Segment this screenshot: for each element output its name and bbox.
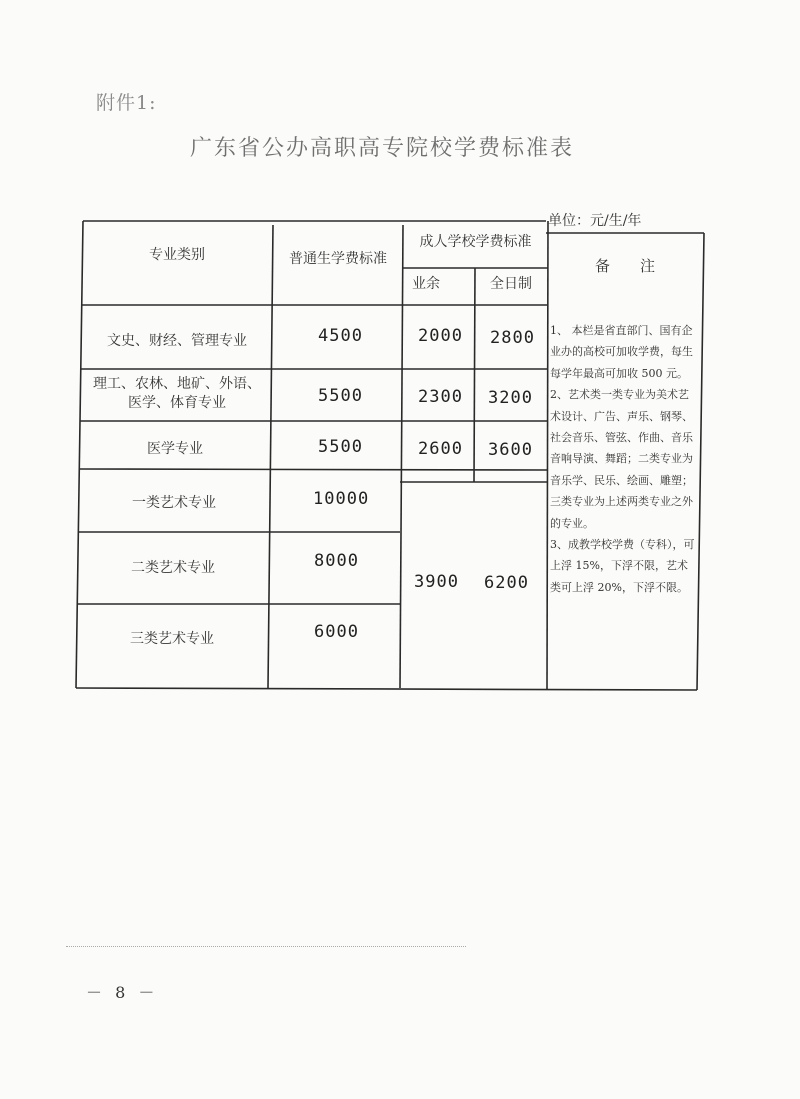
row-regular-fee: 4500 [318, 326, 363, 346]
row-category: 二类艺术专业 [131, 559, 215, 576]
row-regular-fee: 5500 [318, 437, 363, 457]
remark-item: 1、 本栏是省直部门、国有企业办的高校可加收学费，每生每学年最高可加收 500 元。 [550, 324, 693, 380]
row-part-time-fee: 2000 [418, 326, 463, 346]
remark-item: 3、成教学校学费（专科），可上浮 15%，下浮不限，艺术类可上浮 20%，下浮不限。 [550, 538, 695, 594]
row-regular-fee: 10000 [313, 489, 370, 509]
row-regular-fee: 6000 [314, 622, 359, 642]
header-part-time: 业余 [412, 275, 440, 292]
header-adult-fee: 成人学校学费标准 [419, 233, 532, 250]
header-category: 专业类别 [149, 246, 205, 263]
scan-noise-line [66, 946, 466, 947]
row-category-line: 医学、体育专业 [128, 395, 226, 411]
remark-item: 2、艺术类一类专业为美术艺术设计、广告、声乐、钢琴、社会音乐、管弦、作曲、音乐音响导演、舞蹈；二类专业为音乐学、民乐、绘画、雕塑；三类专业为上述两类专业之外的专业。 [550, 388, 693, 530]
header-regular-fee: 普通生学费标准 [289, 250, 387, 267]
header-full-time: 全日制 [490, 275, 532, 292]
attachment-label: 附件1: [96, 92, 157, 114]
row-full-time-fee: 3200 [488, 388, 533, 408]
row-regular-fee: 5500 [318, 386, 363, 406]
row-part-time-fee: 2600 [418, 439, 463, 459]
header-remarks: 备 注 [594, 256, 655, 275]
row-category: 文史、财经、管理专业 [107, 332, 247, 349]
row-category: 医学专业 [147, 440, 203, 457]
art-part-time-fee: 3900 [414, 572, 459, 592]
row-category-line: 理工、农林、地矿、外语、 [93, 376, 261, 393]
row-category [82, 371, 272, 417]
row-full-time-fee: 3600 [488, 440, 533, 460]
row-category: 三类艺术专业 [130, 630, 214, 647]
row-full-time-fee: 2800 [490, 328, 535, 348]
row-part-time-fee: 2300 [418, 387, 463, 407]
page-title: 广东省公办高职高专院校学费标准表 [190, 136, 575, 161]
page-number: － 8 － [86, 983, 159, 1002]
row-category: 一类艺术专业 [132, 494, 216, 511]
unit-label: 单位：元/生/年 [548, 213, 642, 229]
art-full-time-fee: 6200 [484, 573, 529, 593]
remarks-text [550, 320, 696, 598]
row-regular-fee: 8000 [314, 551, 359, 571]
